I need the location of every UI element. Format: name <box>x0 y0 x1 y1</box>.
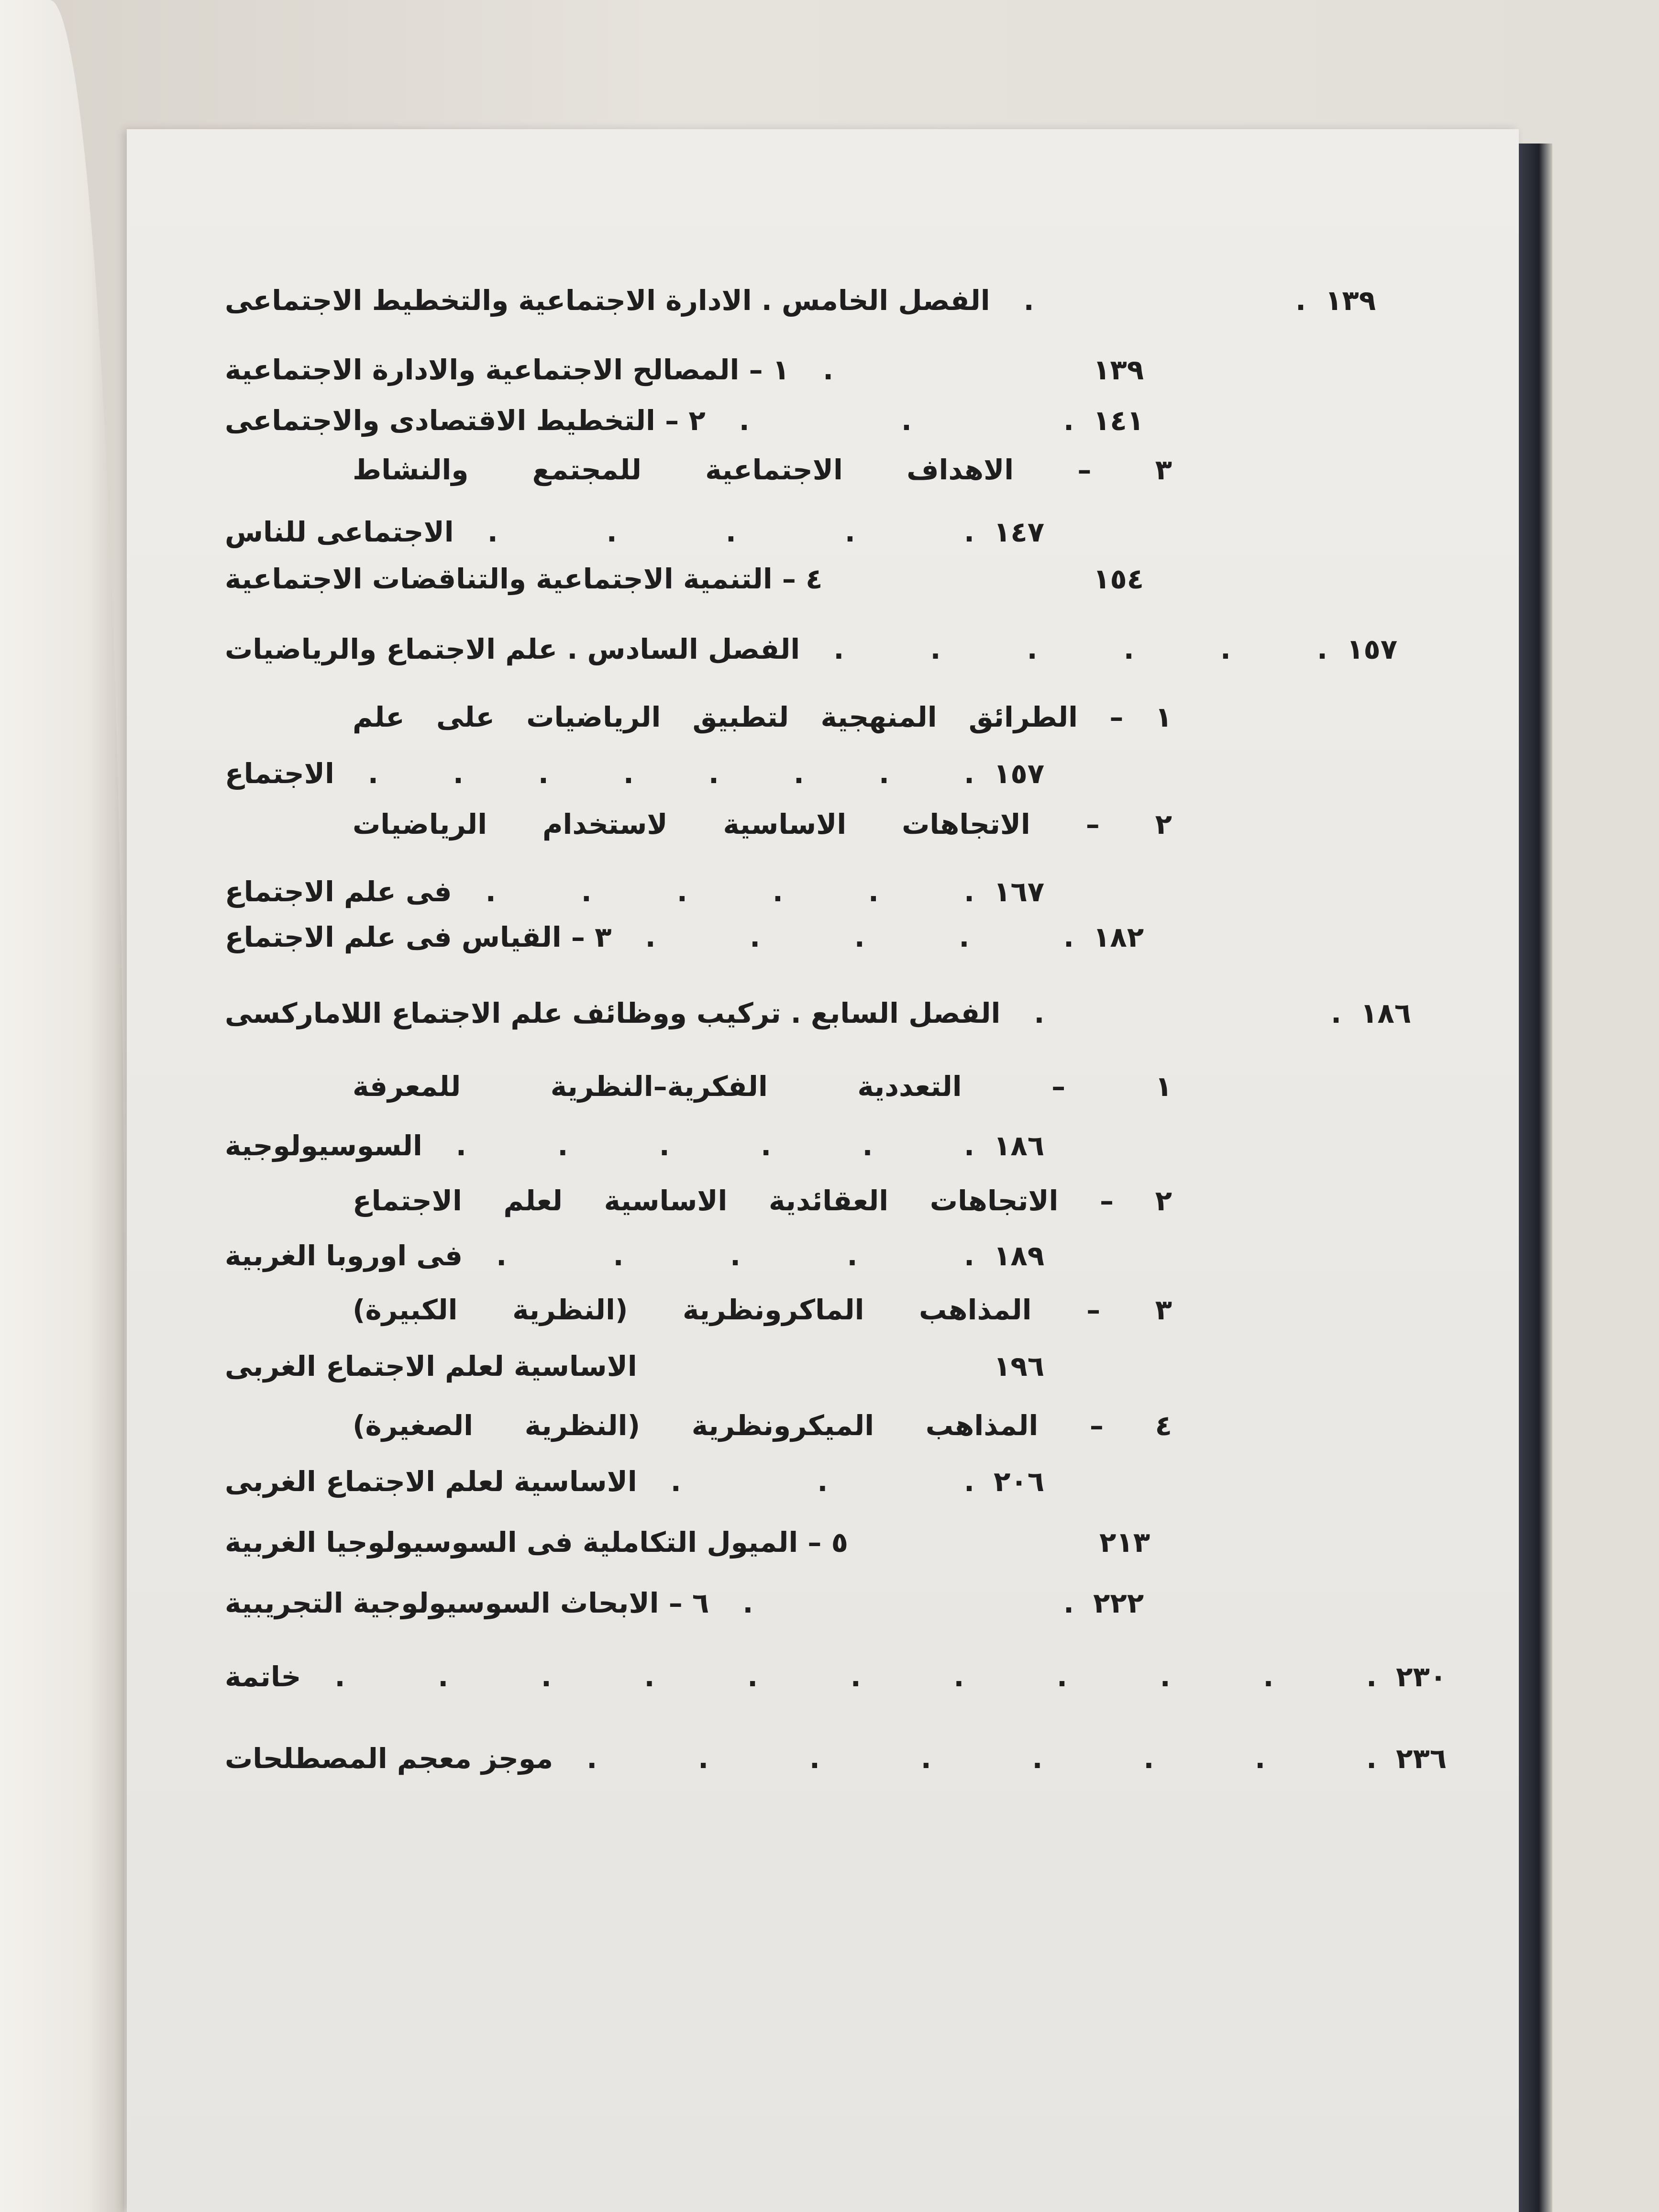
toc-page-number: ٢٣٦ <box>1396 1742 1447 1775</box>
leader-dot: . <box>963 516 974 548</box>
dot-leader <box>706 404 1093 437</box>
toc-section-continuation <box>225 1122 1073 1170</box>
toc-title: خاتمة <box>225 1660 301 1693</box>
dot-leader <box>612 921 1093 953</box>
leader-dot: . <box>1263 1660 1274 1693</box>
toc-title: الفصل السادس . علم الاجتماع والرياضيات <box>225 633 800 665</box>
leader-dot: . <box>963 1239 974 1272</box>
leader-dot: . <box>844 516 855 548</box>
dot-leader <box>789 354 1093 386</box>
leader-dot: . <box>1034 997 1045 1029</box>
leader-dot: . <box>963 875 974 908</box>
toc-section-continuation <box>225 508 1073 556</box>
toc-chapter-6 <box>225 625 1426 673</box>
leader-dot: . <box>1220 633 1231 665</box>
toc-page-number: ١٤٧ <box>994 516 1045 548</box>
leader-dot: . <box>963 1465 974 1498</box>
toc-section-line: ٣ – الاهداف الاجتماعية للمجتمع والنشاط <box>353 453 1172 486</box>
leader-dot: . <box>670 1465 681 1498</box>
leader-dot: . <box>730 1239 741 1272</box>
leader-dot: . <box>747 1660 758 1693</box>
leader-dot: . <box>659 1129 670 1162</box>
leader-dot: . <box>750 921 761 953</box>
dot-leader <box>454 516 994 548</box>
toc-title: ٢ – التخطيط الاقتصادى والاجتماعى <box>225 404 706 437</box>
leader-dot: . <box>453 757 464 790</box>
toc-page-number: ١٨٦ <box>1360 997 1412 1029</box>
dot-leader <box>709 1587 1093 1619</box>
leader-dot: . <box>920 1742 931 1775</box>
dot-leader <box>463 1239 994 1272</box>
leader-dot: . <box>1295 284 1306 317</box>
leader-dot: . <box>1057 1660 1068 1693</box>
toc-conclusion <box>225 1653 1475 1701</box>
toc-title: ٣ – القياس فى علم الاجتماع <box>225 921 612 953</box>
leader-dot: . <box>772 875 783 908</box>
toc-page-number: ٢١٣ <box>1099 1526 1150 1559</box>
leader-dot: . <box>1366 1660 1377 1693</box>
toc-section-continuation <box>225 1342 1073 1390</box>
book-cover-edge <box>1519 144 1552 2212</box>
dot-leader <box>452 875 994 908</box>
toc-page-number: ٢٣٠ <box>1396 1660 1447 1693</box>
toc-page-number: ١٩٦ <box>994 1350 1045 1382</box>
toc-title: موجز معجم المصطلحات <box>225 1742 553 1775</box>
leader-dot: . <box>1160 1660 1171 1693</box>
leader-dot: . <box>793 757 804 790</box>
dot-leader <box>553 1742 1396 1775</box>
leader-dot: . <box>644 1660 655 1693</box>
leader-dot: . <box>739 404 750 437</box>
leader-dot: . <box>708 757 719 790</box>
toc-page-number: ١٣٩ <box>1093 354 1144 386</box>
toc-title: ١ – المصالح الاجتماعية والادارة الاجتماعية <box>225 354 790 386</box>
leader-dot: . <box>541 1660 552 1693</box>
leader-dot: . <box>538 757 549 790</box>
leader-dot: . <box>645 921 656 953</box>
toc-section-line: ٤ – المذاهب الميكرونظرية (النظرية الصغيرة) <box>353 1409 1172 1442</box>
toc-page-number: ١٣٩ <box>1325 284 1376 317</box>
toc-page-number: ١٨٦ <box>994 1129 1045 1162</box>
leader-dot: . <box>963 1129 974 1162</box>
leader-dot: . <box>1063 1587 1074 1619</box>
toc-title: الفصل الخامس . الادارة الاجتماعية والتخطيط الاجتماعى <box>225 284 990 317</box>
leader-dot: . <box>367 757 378 790</box>
toc-title: الاجتماعى للناس <box>225 516 454 548</box>
dot-leader <box>800 633 1347 665</box>
leader-dot: . <box>438 1660 449 1693</box>
leader-dot: . <box>1255 1742 1266 1775</box>
toc-section-continuation <box>225 1232 1073 1280</box>
toc-page-number: ١٨٢ <box>1093 921 1144 953</box>
leader-dot: . <box>1316 633 1327 665</box>
leader-dot: . <box>1366 1742 1377 1775</box>
toc-title: الاساسية لعلم الاجتماع الغربى <box>225 1465 637 1498</box>
leader-dot: . <box>606 516 617 548</box>
toc-section-continuation <box>225 750 1073 797</box>
toc-title: الاساسية لعلم الاجتماع الغربى <box>225 1350 637 1382</box>
leader-dot: . <box>613 1239 624 1272</box>
leader-dot: . <box>676 875 687 908</box>
dot-leader <box>990 284 1325 317</box>
toc-page-number: ١٤١ <box>1093 404 1144 437</box>
toc-section <box>225 397 1172 444</box>
toc-page-number: ١٥٧ <box>1347 633 1398 665</box>
leader-dot: . <box>623 757 634 790</box>
toc-page-number: ١٦٧ <box>994 875 1045 908</box>
toc-section-line: ٣ – المذاهب الماكرونظرية (النظرية الكبيرة) <box>353 1294 1172 1326</box>
toc-glossary <box>225 1735 1475 1782</box>
leader-dot: . <box>557 1129 568 1162</box>
leader-dot: . <box>1027 633 1038 665</box>
leader-dot: . <box>930 633 941 665</box>
leader-dot: . <box>953 1660 964 1693</box>
leader-dot: . <box>809 1742 820 1775</box>
leader-dot: . <box>1063 404 1074 437</box>
leader-dot: . <box>485 875 496 908</box>
leader-dot: . <box>334 1660 345 1693</box>
toc-title: الفصل السابع . تركيب ووظائف علم الاجتماع اللاماركسى <box>225 997 1001 1029</box>
leader-dot: . <box>761 1129 772 1162</box>
toc-title: ٥ – الميول التكاملية فى السوسيولوجيا الغربية <box>225 1526 849 1559</box>
toc-section-line: ١ – الطرائق المنهجية لتطبيق الرياضيات على علم <box>353 701 1172 733</box>
toc-page-number: ١٥٤ <box>1093 563 1144 595</box>
toc-section <box>225 555 1172 603</box>
leader-dot: . <box>742 1587 753 1619</box>
toc-title: فى علم الاجتماع <box>225 875 452 908</box>
leader-dot: . <box>1063 921 1074 953</box>
toc-chapter-7 <box>225 989 1439 1037</box>
toc-section <box>225 913 1172 961</box>
leader-dot: . <box>586 1742 597 1775</box>
toc-section-line: ٢ – الاتجاهات العقائدية الاساسية لعلم الاجتماع <box>353 1184 1172 1217</box>
toc-chapter-5 <box>225 276 1404 324</box>
leader-dot: . <box>868 875 879 908</box>
leader-dot: . <box>959 921 970 953</box>
dot-leader <box>334 757 994 790</box>
leader-dot: . <box>725 516 736 548</box>
leader-dot: . <box>847 1239 858 1272</box>
toc-section <box>225 346 1172 394</box>
leader-dot: . <box>862 1129 873 1162</box>
leader-dot: . <box>581 875 592 908</box>
leader-dot: . <box>901 404 912 437</box>
leader-dot: . <box>487 516 498 548</box>
toc-section-line: ١ – التعددية الفكرية–النظرية للمعرفة <box>353 1070 1172 1103</box>
toc-title: فى اوروبا الغربية <box>225 1239 463 1272</box>
previous-page-curl <box>0 0 124 2212</box>
leader-dot: . <box>455 1129 466 1162</box>
leader-dot: . <box>1023 284 1034 317</box>
toc-title: الاجتماع <box>225 757 334 790</box>
leader-dot: . <box>878 757 889 790</box>
toc-page-number: ٢٢٢ <box>1093 1587 1144 1619</box>
toc-page-number: ٢٠٦ <box>994 1465 1045 1498</box>
leader-dot: . <box>823 354 834 386</box>
toc-page-number: ١٨٩ <box>994 1239 1045 1272</box>
leader-dot: . <box>1143 1742 1154 1775</box>
toc-section-line: ٢ – الاتجاهات الاساسية لاستخدام الرياضيات <box>353 808 1172 841</box>
leader-dot: . <box>854 921 865 953</box>
toc-section <box>225 1579 1172 1627</box>
toc-section-continuation <box>225 868 1073 916</box>
toc-page-number: ١٥٧ <box>994 757 1045 790</box>
leader-dot: . <box>963 757 974 790</box>
leader-dot: . <box>833 633 844 665</box>
leader-dot: . <box>496 1239 507 1272</box>
toc-section-continuation <box>225 1458 1073 1505</box>
toc-section <box>225 1518 1178 1566</box>
dot-leader <box>637 1465 994 1498</box>
leader-dot: . <box>817 1465 828 1498</box>
leader-dot: . <box>698 1742 709 1775</box>
toc-title: ٦ – الابحاث السوسيولوجية التجريبية <box>225 1587 709 1619</box>
dot-leader <box>422 1129 994 1162</box>
leader-dot: . <box>1032 1742 1043 1775</box>
leader-dot: . <box>1123 633 1134 665</box>
dot-leader <box>1000 997 1360 1029</box>
leader-dot: . <box>850 1660 861 1693</box>
dot-leader <box>301 1660 1396 1693</box>
toc-title: السوسيولوجية <box>225 1129 422 1162</box>
toc-title: ٤ – التنمية الاجتماعية والتناقضات الاجتماعية <box>225 563 823 595</box>
leader-dot: . <box>1330 997 1341 1029</box>
